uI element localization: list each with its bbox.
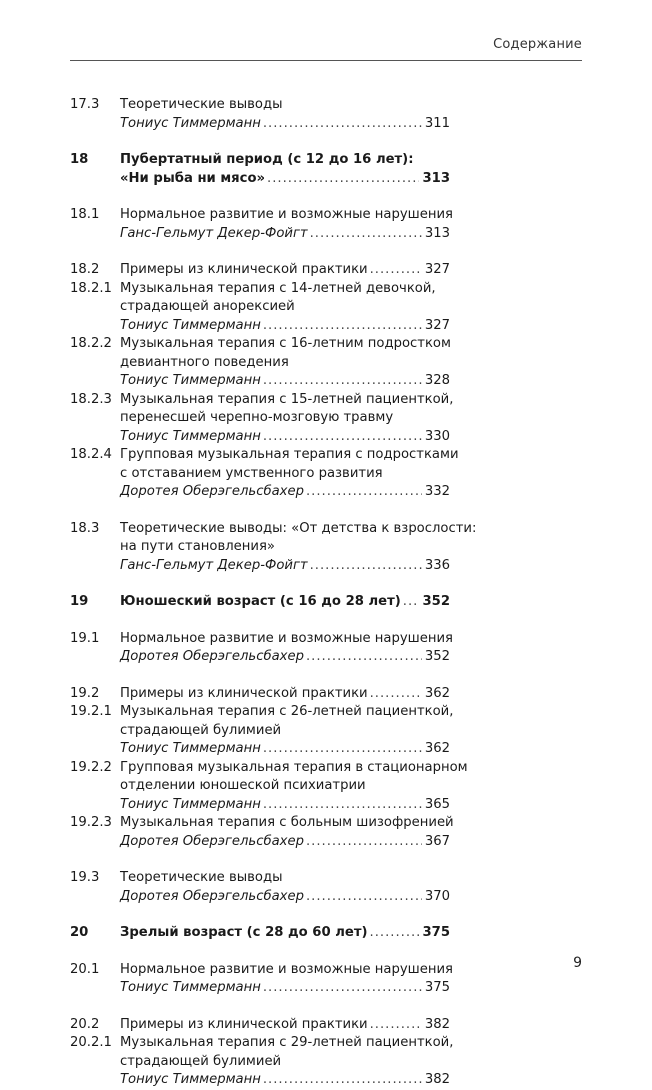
toc-title-line: [120, 446, 459, 465]
toc-title-line: [120, 280, 450, 299]
toc-title: Теоретические выводы: «От детства к взрослости:: [120, 520, 477, 536]
toc-title-line: [120, 1034, 454, 1053]
toc-title-line: [120, 1016, 450, 1035]
toc-title-line: [120, 409, 450, 428]
toc-title: Юношеский возраст (с 16 до 28 лет): [120, 594, 401, 609]
dot-leader: [370, 924, 420, 943]
toc-author: Тониус Тиммерманн: [120, 428, 261, 444]
dot-leader: [263, 428, 422, 447]
dot-leader: [370, 685, 422, 704]
toc-page-number: 365: [424, 796, 450, 812]
running-header: Содержание: [493, 37, 582, 52]
toc-entry-number: 19.2.1: [70, 704, 112, 719]
toc-entry-body: [120, 869, 450, 906]
toc-entry-body: [120, 924, 450, 943]
toc-title-line: [120, 869, 450, 888]
toc-entry-number: 19: [70, 594, 89, 609]
toc-title: Музыкальная терапия с больным шизофренией: [120, 815, 454, 830]
toc-title: Музыкальная терапия с 14-летней девочкой,: [120, 280, 436, 296]
toc-title: страдающей анорексией: [120, 299, 295, 314]
toc-entry-number: 19.1: [70, 630, 100, 646]
toc-author-line: [120, 428, 450, 447]
dot-leader: [370, 1016, 422, 1035]
toc-title: Примеры из клинической практики: [120, 1016, 368, 1032]
toc-title-line: [120, 391, 454, 410]
toc-entry: [70, 151, 450, 188]
toc-author-line: [120, 557, 450, 576]
toc-title-line: [120, 538, 450, 557]
toc-page-number: 382: [424, 1016, 450, 1032]
toc-author-line: [120, 225, 450, 244]
dot-leader: [263, 317, 422, 336]
toc-author-line: [120, 115, 450, 134]
toc-entry-body: [120, 685, 450, 704]
toc-entry: [70, 703, 454, 759]
toc-entry-number: 18.2.3: [70, 391, 112, 407]
toc-author: Тониус Тиммерманн: [120, 796, 261, 812]
toc-page-number: 375: [424, 980, 450, 995]
toc-title-line: [120, 722, 450, 741]
toc-author: Тониус Тиммерманн: [120, 741, 261, 756]
toc-author-line: [120, 317, 450, 336]
toc-title: Музыкальная терапия с 26-летней пациенткой,: [120, 704, 454, 719]
toc-author: Доротея Оберэгельсбахер: [120, 833, 304, 849]
toc-entry-number: 20.1: [70, 961, 100, 977]
toc-author: Доротея Оберэгельсбахер: [120, 888, 304, 904]
toc-title: Групповая музыкальная терапия в стационарном: [120, 759, 468, 775]
dot-leader: [263, 115, 422, 134]
toc-title: отделении юношеской психиатрии: [120, 778, 366, 793]
toc-page-number: 352: [424, 649, 450, 664]
header-rule: [70, 60, 582, 61]
toc-entry-number: 20.2: [70, 1016, 100, 1032]
toc-title: Музыкальная терапия с 16-летним подростком: [120, 336, 451, 351]
toc-entry: [70, 261, 450, 280]
toc-title: перенесшей черепно-мозговую травму: [120, 410, 394, 425]
toc-title-line: [120, 814, 454, 833]
toc-entry-body: [120, 703, 454, 759]
toc-title-line: [120, 630, 453, 649]
toc-entry-number: 17.3: [70, 97, 100, 112]
toc-author-line: [120, 740, 450, 759]
toc-title: Теоретические выводы: [120, 97, 283, 112]
toc-author-line: [120, 979, 450, 998]
toc-author-line: [120, 888, 450, 907]
toc-entry-body: [120, 446, 459, 502]
toc-title: «Ни рыба ни мясо»: [120, 170, 266, 186]
toc-title-line: [120, 96, 450, 115]
toc-entry: [70, 1034, 454, 1090]
toc-title-line: [120, 335, 450, 354]
toc-title: Музыкальная терапия с 15-летней пациенткой,: [120, 391, 454, 407]
dot-leader: [306, 888, 422, 907]
toc-entry-number: 20.2.1: [70, 1035, 112, 1050]
toc-entry-body: [120, 1016, 450, 1035]
toc-entry-body: [120, 961, 453, 998]
toc-title: Пубертатный период (с 12 до 16 лет):: [120, 152, 414, 167]
toc-author-line: [120, 1071, 450, 1090]
toc-entry: [70, 814, 454, 851]
table-of-contents: [70, 96, 477, 1090]
toc-title: с отставанием умственного развития: [120, 465, 383, 481]
dot-leader: [370, 261, 422, 280]
toc-author: Доротея Оберэгельсбахер: [120, 649, 304, 664]
toc-title-line: [120, 685, 450, 704]
toc-entry-body: [120, 759, 468, 815]
toc-title: Музыкальная терапия с 29-летней пациенткой,: [120, 1035, 454, 1050]
toc-entry: [70, 759, 468, 815]
toc-entry-number: 19.2.2: [70, 759, 112, 775]
toc-title-line: [120, 759, 468, 778]
page-number: 9: [573, 955, 582, 971]
toc-title-line: [120, 465, 450, 484]
toc-entry-number: 18: [70, 152, 89, 167]
toc-title: страдающей булимией: [120, 722, 282, 738]
toc-title-line: [120, 206, 453, 225]
toc-author: Ганс-Гельмут Декер-Фойгт: [120, 225, 308, 241]
toc-title: Теоретические выводы: [120, 870, 283, 885]
toc-entry-body: [120, 391, 454, 447]
toc-entry-number: 18.3: [70, 520, 100, 536]
toc-author: Тониус Тиммерманн: [120, 317, 261, 333]
toc-author-line: [120, 648, 450, 667]
toc-entry: [70, 961, 453, 998]
toc-title-line: [120, 151, 450, 170]
toc-entry: [70, 335, 450, 391]
toc-entry-number: 18.2: [70, 262, 100, 277]
toc-author: Тониус Тиммерманн: [120, 373, 261, 388]
dot-leader: [306, 483, 422, 502]
toc-title-line: [120, 170, 450, 189]
toc-entry-number: 18.1: [70, 207, 100, 222]
dot-leader: [263, 796, 422, 815]
toc-page-number: 362: [424, 685, 450, 701]
toc-title-line: [120, 354, 450, 373]
toc-author: Тониус Тиммерманн: [120, 1072, 261, 1087]
toc-author-line: [120, 372, 450, 391]
toc-page-number: 375: [422, 925, 450, 940]
toc-entry-body: [120, 630, 453, 667]
toc-title: на пути становления»: [120, 539, 275, 554]
toc-title-line: [120, 261, 450, 280]
toc-entry: [70, 446, 459, 502]
toc-page-number: 313: [422, 170, 450, 186]
toc-entry-body: [120, 96, 450, 133]
toc-entry: [70, 391, 454, 447]
toc-title-line: [120, 298, 450, 317]
toc-entry-number: 19.3: [70, 870, 100, 885]
toc-page-number: 330: [424, 428, 450, 444]
dot-leader: [310, 557, 422, 576]
toc-title: Групповая музыкальная терапия с подростками: [120, 447, 459, 462]
toc-page-number: 382: [424, 1072, 450, 1087]
toc-entry-body: [120, 151, 450, 188]
dot-leader: [263, 740, 422, 759]
dot-leader: [263, 372, 422, 391]
toc-author: Тониус Тиммерманн: [120, 980, 261, 995]
toc-title-line: [120, 520, 477, 539]
toc-entry-number: 19.2.3: [70, 815, 112, 830]
dot-leader: [263, 1071, 422, 1090]
toc-page-number: 362: [424, 741, 450, 756]
toc-title: девиантного поведения: [120, 354, 289, 370]
toc-page-number: 311: [424, 115, 450, 131]
dot-leader: [306, 648, 422, 667]
toc-entry: [70, 1016, 450, 1035]
dot-leader: [310, 225, 422, 244]
toc-page-number: 327: [424, 262, 450, 277]
dot-leader: [306, 833, 422, 852]
toc-title: Примеры из клинической практики: [120, 685, 368, 701]
toc-entry: [70, 924, 450, 943]
toc-title-line: [120, 593, 450, 612]
toc-title-line: [120, 961, 453, 980]
toc-author-line: [120, 483, 450, 502]
toc-entry-number: 18.2.2: [70, 336, 112, 351]
toc-entry: [70, 869, 450, 906]
toc-title: Нормальное развитие и возможные нарушения: [120, 630, 453, 646]
toc-title-line: [120, 1053, 450, 1072]
toc-title-line: [120, 924, 450, 943]
toc-entry-body: [120, 261, 450, 280]
toc-entry-body: [120, 520, 477, 576]
toc-page-number: 370: [424, 888, 450, 904]
toc-title-line: [120, 777, 450, 796]
toc-title-line: [120, 703, 454, 722]
toc-entry-number: 18.2.4: [70, 447, 112, 462]
dot-leader: [263, 979, 422, 998]
toc-entry-body: [120, 1034, 454, 1090]
toc-entry-body: [120, 593, 450, 612]
toc-author: Тониус Тиммерманн: [120, 115, 261, 131]
toc-title: страдающей булимией: [120, 1053, 282, 1069]
toc-page-number: 336: [424, 557, 450, 573]
toc-entry: [70, 593, 450, 612]
toc-author-line: [120, 833, 450, 852]
toc-entry-body: [120, 814, 454, 851]
toc-entry-number: 20: [70, 925, 89, 940]
toc-entry: [70, 630, 453, 667]
toc-page-number: 352: [422, 594, 450, 609]
toc-author-line: [120, 796, 450, 815]
toc-page-number: 332: [424, 484, 450, 499]
dot-leader: [267, 170, 419, 189]
toc-entry: [70, 280, 450, 336]
toc-page-number: 328: [424, 373, 450, 388]
toc-entry: [70, 520, 477, 576]
toc-entry-body: [120, 335, 450, 391]
toc-title: Зрелый возраст (с 28 до 60 лет): [120, 925, 368, 940]
toc-entry: [70, 685, 450, 704]
toc-page-number: 367: [424, 833, 450, 849]
toc-entry: [70, 206, 453, 243]
dot-leader: [403, 593, 420, 612]
toc-title: Нормальное развитие и возможные нарушения: [120, 207, 453, 222]
toc-page-number: 313: [424, 225, 450, 241]
toc-entry-body: [120, 280, 450, 336]
toc-entry-number: 18.2.1: [70, 280, 112, 296]
toc-title: Примеры из клинической практики: [120, 262, 368, 277]
toc-entry-body: [120, 206, 453, 243]
toc-entry-number: 19.2: [70, 685, 100, 701]
toc-author: Доротея Оберэгельсбахер: [120, 484, 304, 499]
toc-author: Ганс-Гельмут Декер-Фойгт: [120, 557, 308, 573]
toc-page-number: 327: [424, 317, 450, 333]
toc-title: Нормальное развитие и возможные нарушения: [120, 961, 453, 977]
toc-entry: [70, 96, 450, 133]
